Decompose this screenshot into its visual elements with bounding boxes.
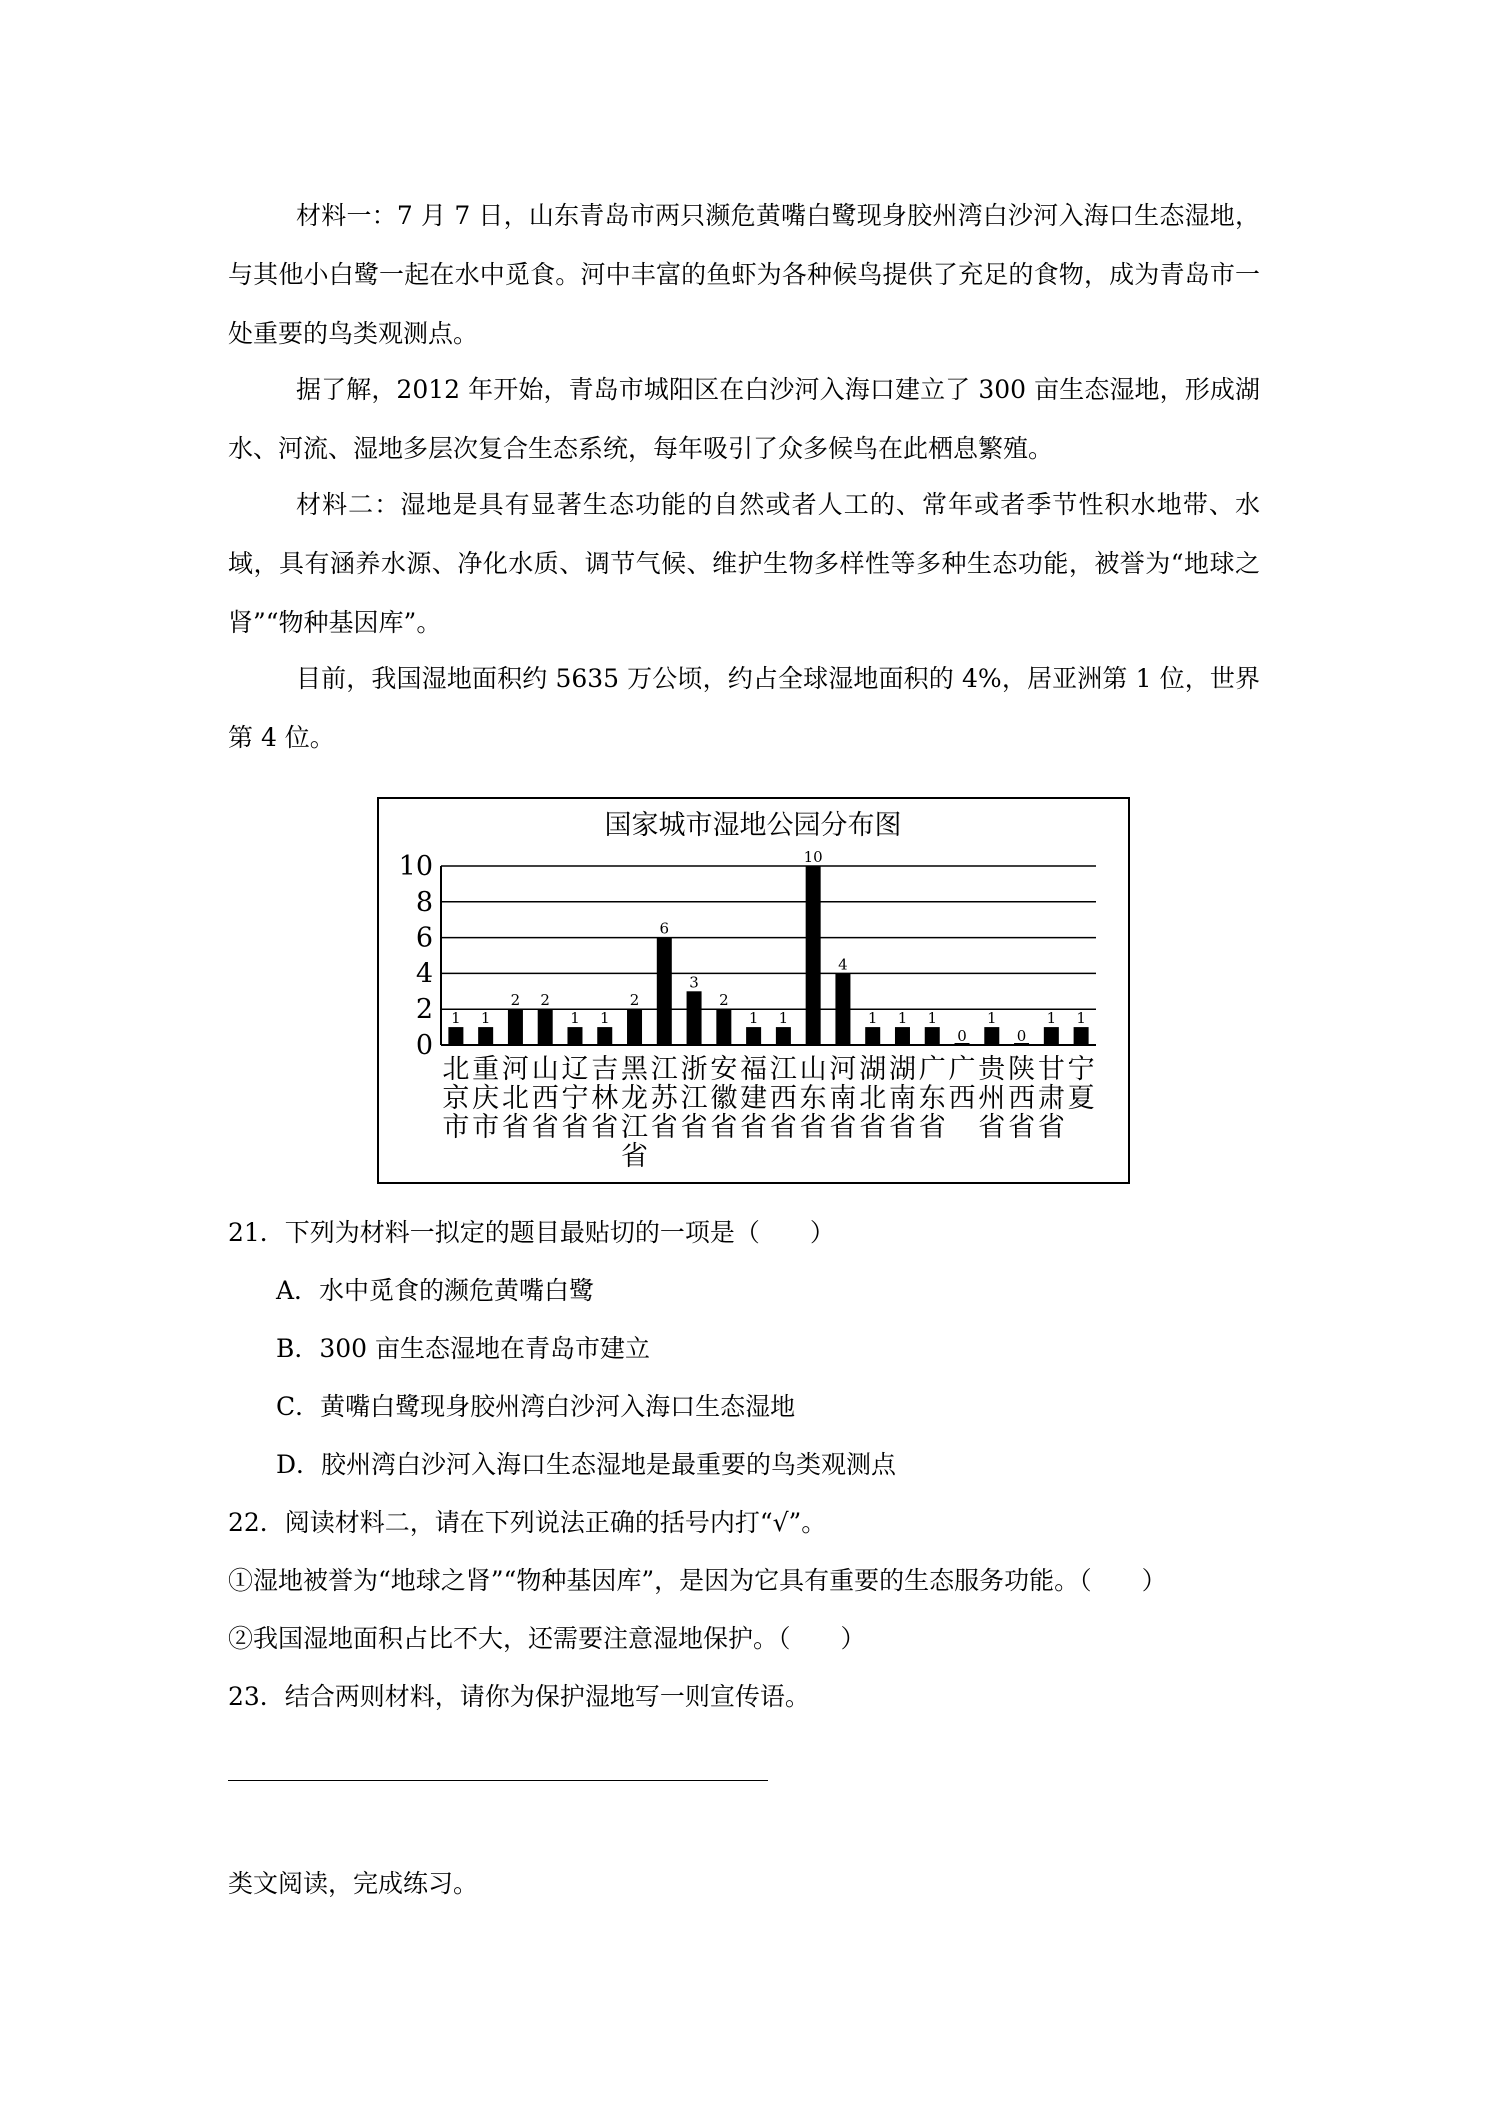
x-tick-label-福建省: 福建省 [740, 1054, 768, 1143]
y-tick-label: 8 [415, 886, 433, 918]
x-tick-label-吉林省: 吉林省 [591, 1054, 619, 1143]
section-heading: 类文阅读，完成练习。 [228, 1869, 479, 1898]
chart-svg [377, 797, 1130, 1184]
bar-广东省 [925, 1027, 940, 1045]
question-22-stem: 22．阅读材料二，请在下列说法正确的括号内打“√”。 [228, 1508, 827, 1537]
data-label-湖南省: 1 [897, 1009, 908, 1028]
bar-江西省 [776, 1027, 791, 1045]
bar-福建省 [746, 1027, 761, 1045]
data-label-湖北省: 1 [867, 1009, 878, 1028]
bar-湖南省 [895, 1027, 910, 1045]
x-tick-label-陕西省: 陕西省 [1008, 1054, 1036, 1143]
data-label-黑龙江省: 2 [629, 991, 640, 1010]
bar-重庆市 [478, 1027, 493, 1045]
data-label-甘肃省: 1 [1046, 1009, 1057, 1028]
x-tick-label-黑龙江省: 黑龙江省 [621, 1054, 649, 1172]
bar-浙江省 [687, 991, 702, 1045]
x-tick-label-江西省: 江西省 [769, 1054, 797, 1143]
bar-吉林省 [597, 1027, 612, 1045]
material-paragraph-4: 目前，我国湿地面积约 5635 万公顷，约占全球湿地面积的 4%，居亚洲第 1 位，世界第 4 位。 [228, 664, 1260, 752]
x-tick-label-湖北省: 湖北省 [859, 1054, 887, 1143]
material-paragraph-3: 材料二：湿地是具有显著生态功能的自然或者人工的、常年或者季节性积水地带、水域，具有涵养水源、净化水质、调节气候、维护生物多样性等多种生态功能，被誉为“地球之肾”“物种基因库”。 [228, 490, 1260, 637]
chart-title: 国家城市湿地公园分布图 [604, 810, 902, 841]
x-tick-label-重庆市: 重庆市 [472, 1054, 500, 1143]
data-label-河北省: 2 [510, 991, 521, 1010]
data-label-陕西省: 0 [1016, 1027, 1027, 1045]
x-tick-label-湖南省: 湖南省 [888, 1054, 916, 1143]
data-label-安徽省: 2 [719, 991, 729, 1010]
data-label-福建省: 1 [748, 1009, 759, 1028]
bar-山东省 [806, 866, 821, 1045]
x-tick-label-宁夏: 宁夏 [1067, 1054, 1095, 1114]
x-tick-label-安徽省: 安徽省 [710, 1054, 738, 1143]
y-tick-label: 2 [415, 994, 433, 1026]
wetland-park-chart [377, 797, 1130, 1184]
bar-贵州省 [984, 1027, 999, 1045]
data-label-吉林省: 1 [599, 1009, 610, 1028]
data-label-宁夏: 1 [1076, 1009, 1086, 1028]
bar-北京市 [448, 1027, 463, 1045]
question-21-stem: 21．下列为材料一拟定的题目最贴切的一项是（ ） [228, 1218, 835, 1247]
data-label-广东省: 1 [927, 1009, 938, 1028]
data-label-重庆市: 1 [480, 1009, 491, 1028]
question-21-option-d[interactable]: D．胶州湾白沙河入海口生态湿地是最重要的鸟类观测点 [276, 1450, 897, 1479]
x-tick-label-甘肃省: 甘肃省 [1037, 1054, 1065, 1143]
question-22-item-1[interactable]: ①湿地被誉为“地球之肾”“物种基因库”，是因为它具有重要的生态服务功能。（ ） [228, 1566, 1167, 1595]
y-tick-label: 10 [398, 851, 433, 882]
question-21-option-c[interactable]: C．黄嘴白鹭现身胶州湾白沙河入海口生态湿地 [276, 1392, 796, 1421]
x-tick-label-河北省: 河北省 [501, 1054, 529, 1143]
y-tick-label: 0 [415, 1030, 433, 1061]
data-label-河南省: 4 [838, 955, 848, 974]
question-23-stem: 23．结合两则材料，请你为保护湿地写一则宣传语。 [228, 1682, 810, 1711]
bar-宁夏 [1074, 1027, 1089, 1045]
question-21-option-a[interactable]: A．水中觅食的濒危黄嘴白鹭 [276, 1276, 595, 1305]
data-label-浙江省: 3 [689, 973, 699, 992]
data-label-江西省: 1 [778, 1009, 789, 1028]
x-tick-label-浙江省: 浙江省 [680, 1054, 708, 1143]
data-label-广西: 0 [957, 1027, 967, 1045]
data-label-山东省: 10 [803, 848, 823, 866]
x-tick-label-山西省: 山西省 [531, 1054, 559, 1143]
x-tick-label-江苏省: 江苏省 [650, 1054, 678, 1143]
x-tick-label-广西: 广西 [948, 1054, 976, 1114]
bar-江苏省 [657, 938, 672, 1045]
material-paragraph-1: 材料一：7 月 7 日，山东青岛市两只濒危黄嘴白鹭现身胶州湾白沙河入海口生态湿地，与其他小白鹭一起在水中觅食。河中丰富的鱼虾为各种候鸟提供了充足的食物，成为青岛市一处重要的鸟类观测点。 [228, 201, 1260, 348]
material-paragraph-2: 据了解，2012 年开始，青岛市城阳区在白沙河入海口建立了 300 亩生态湿地，形成湖水、河流、湿地多层次复合生态系统，每年吸引了众多候鸟在此栖息繁殖。 [228, 375, 1260, 463]
data-label-贵州省: 1 [987, 1009, 997, 1028]
y-tick-label: 4 [415, 958, 433, 990]
data-label-北京市: 1 [451, 1009, 461, 1028]
bar-黑龙江省 [627, 1009, 642, 1045]
question-22-item-2[interactable]: ②我国湿地面积占比不大，还需要注意湿地保护。（ ） [228, 1624, 866, 1653]
data-label-山西省: 2 [540, 991, 550, 1010]
answer-line[interactable] [228, 1780, 768, 1781]
bar-山西省 [538, 1009, 553, 1045]
bar-辽宁省 [567, 1027, 582, 1045]
bar-河南省 [835, 973, 850, 1045]
data-label-辽宁省: 1 [570, 1009, 580, 1028]
x-tick-label-贵州省: 贵州省 [978, 1054, 1006, 1143]
bar-安徽省 [716, 1009, 731, 1045]
x-tick-label-辽宁省: 辽宁省 [561, 1054, 589, 1143]
data-label-江苏省: 6 [659, 919, 670, 938]
x-tick-label-广东省: 广东省 [918, 1054, 946, 1143]
x-tick-label-山东省: 山东省 [799, 1054, 827, 1143]
x-tick-label-北京市: 北京市 [442, 1054, 470, 1143]
x-tick-label-河南省: 河南省 [829, 1054, 857, 1143]
bar-甘肃省 [1044, 1027, 1059, 1045]
bar-河北省 [508, 1009, 523, 1045]
question-21-option-b[interactable]: B．300 亩生态湿地在青岛市建立 [276, 1334, 651, 1363]
bar-湖北省 [865, 1027, 880, 1045]
y-tick-label: 6 [415, 922, 433, 954]
